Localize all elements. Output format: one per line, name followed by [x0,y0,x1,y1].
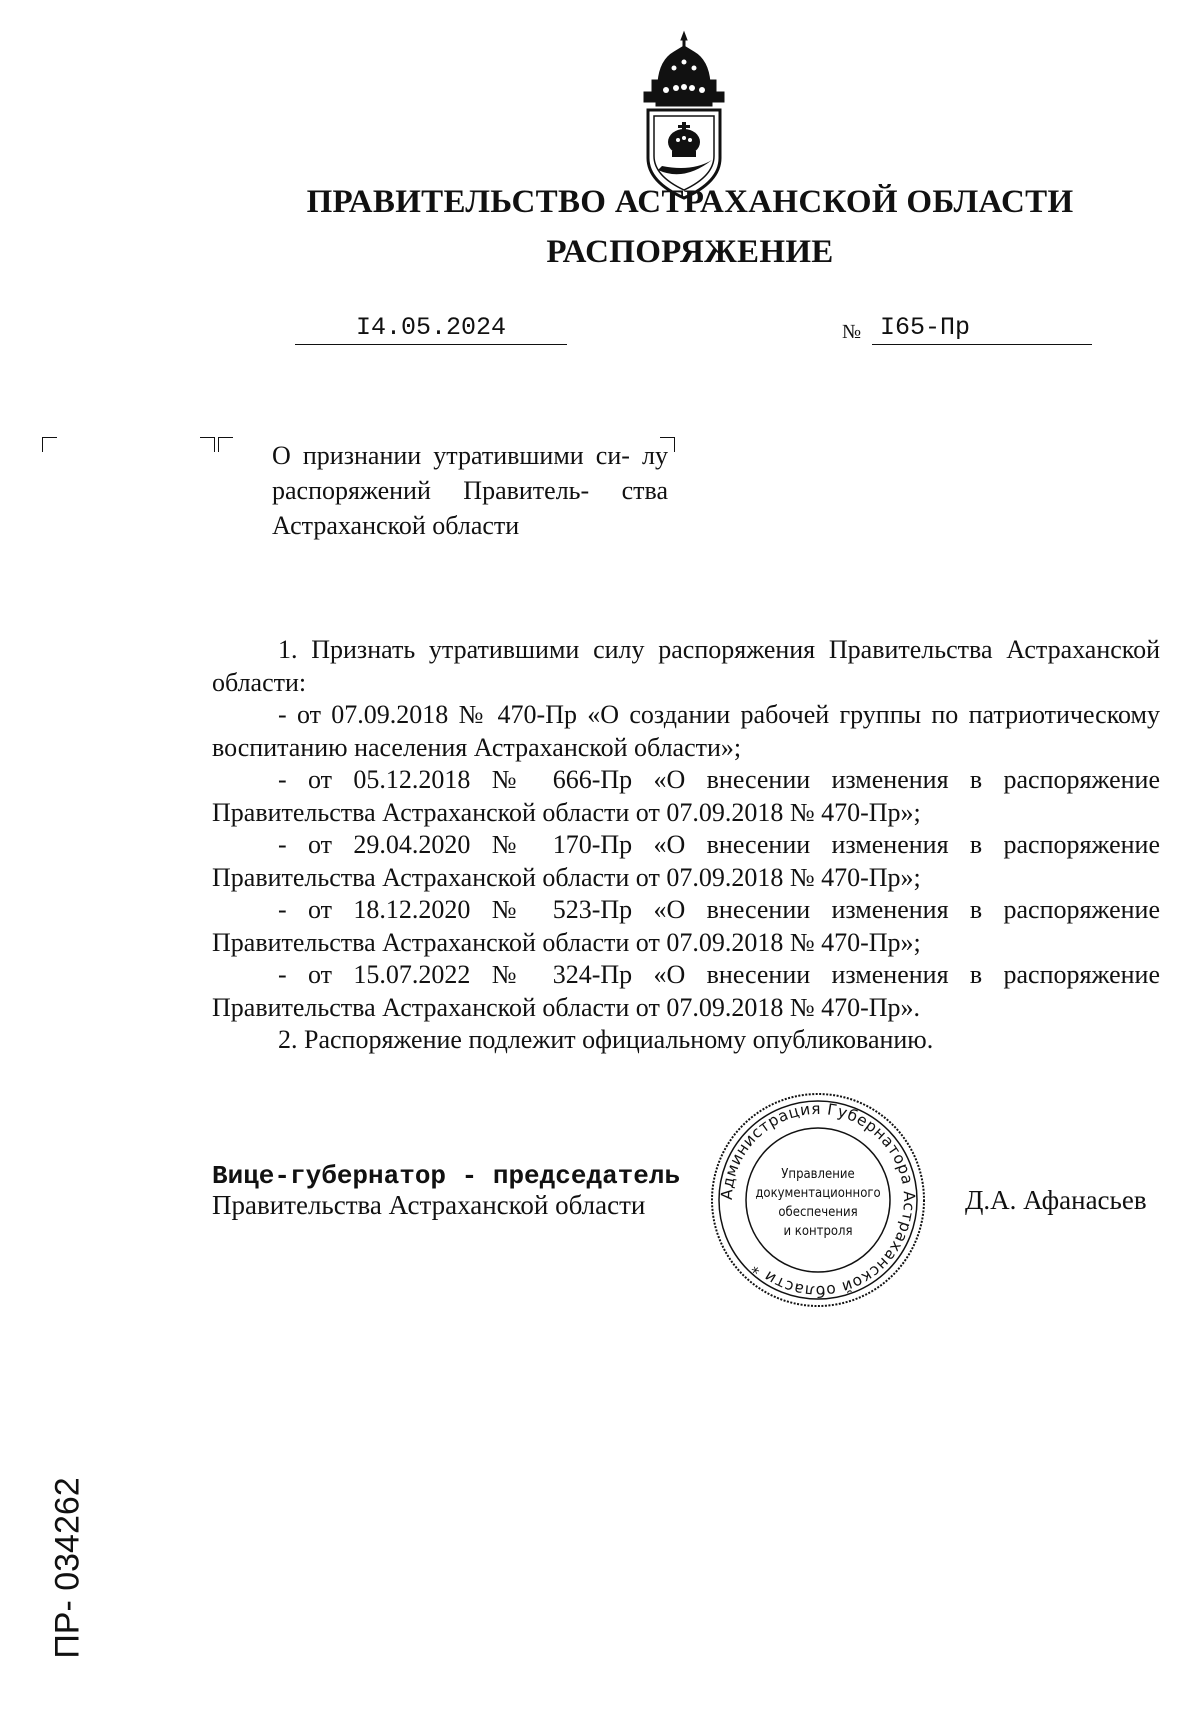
document-number: I65-Пр [880,313,971,342]
margin-corner-mark [42,437,57,452]
number-sign: № [842,321,862,343]
body-paragraph: 2. Распоряжение подлежит официальному опубликованию. [278,1025,934,1054]
date-underline [295,344,567,345]
number-underline [872,344,1092,345]
stamp-center-line: Управление [781,1167,855,1182]
official-stamp [708,1090,928,1310]
document-date: I4.05.2024 [355,313,507,342]
body-list-item: - от 07.09.2018 № 470-Пр «О создании рабочей группы по патриотическому воспитанию населения Астраханской области»; [212,700,1160,762]
body-list-item: - от 29.04.2020 № 170-Пр «О внесении изменения в распоряжение Правительства Астраханской области от 07.09.2018 № 470-Пр»; [212,830,1160,892]
body-list-item: - от 15.07.2022 № 324-Пр «О внесении изменения в распоряжение Правительства Астраханской области от 07.09.2018 № 470-Пр». [212,960,1160,1022]
body-list-item: - от 18.12.2020 № 523-Пр «О внесении изменения в распоряжение Правительства Астраханской области от 07.09.2018 № 470-Пр»; [212,895,1160,957]
organization-title: ПРАВИТЕЛЬСТВО АСТРАХАНСКОЙ ОБЛАСТИ [306,184,1074,220]
stamp-center-line: документационного [755,1186,881,1201]
stamp-ring-text: Администрация Губернатора Астраханской области * [717,1099,919,1301]
subject-corner-mark [218,437,233,452]
subject-corner-mark [200,437,215,452]
stamp-center-line: и контроля [783,1224,853,1239]
signatory-title-line: Вице-губернатор - председатель [212,1161,681,1191]
stamp-center-line: обеспечения [778,1205,858,1220]
coat-of-arms-icon [640,30,728,202]
document-type-title: РАСПОРЯЖЕНИЕ [546,234,834,270]
signatory-name: Д.А. Афанасьев [965,1185,1147,1215]
signatory-title-line: Правительства Астраханской области [212,1190,646,1220]
document-body [212,634,1160,1057]
document-subject: О признании утратившими си- лу распоряжений Правитель- ства Астраханской области [272,441,668,540]
signatory-title [212,1162,680,1220]
body-list-item: - от 05.12.2018 № 666-Пр «О внесении изменения в распоряжение Правительства Астраханской области от 07.09.2018 № 470-Пр»; [212,765,1160,827]
body-paragraph: 1. Признать утратившими силу распоряжения Правительства Астраханской области: [212,635,1160,697]
registration-number: ПР- 034262 [48,1477,87,1659]
